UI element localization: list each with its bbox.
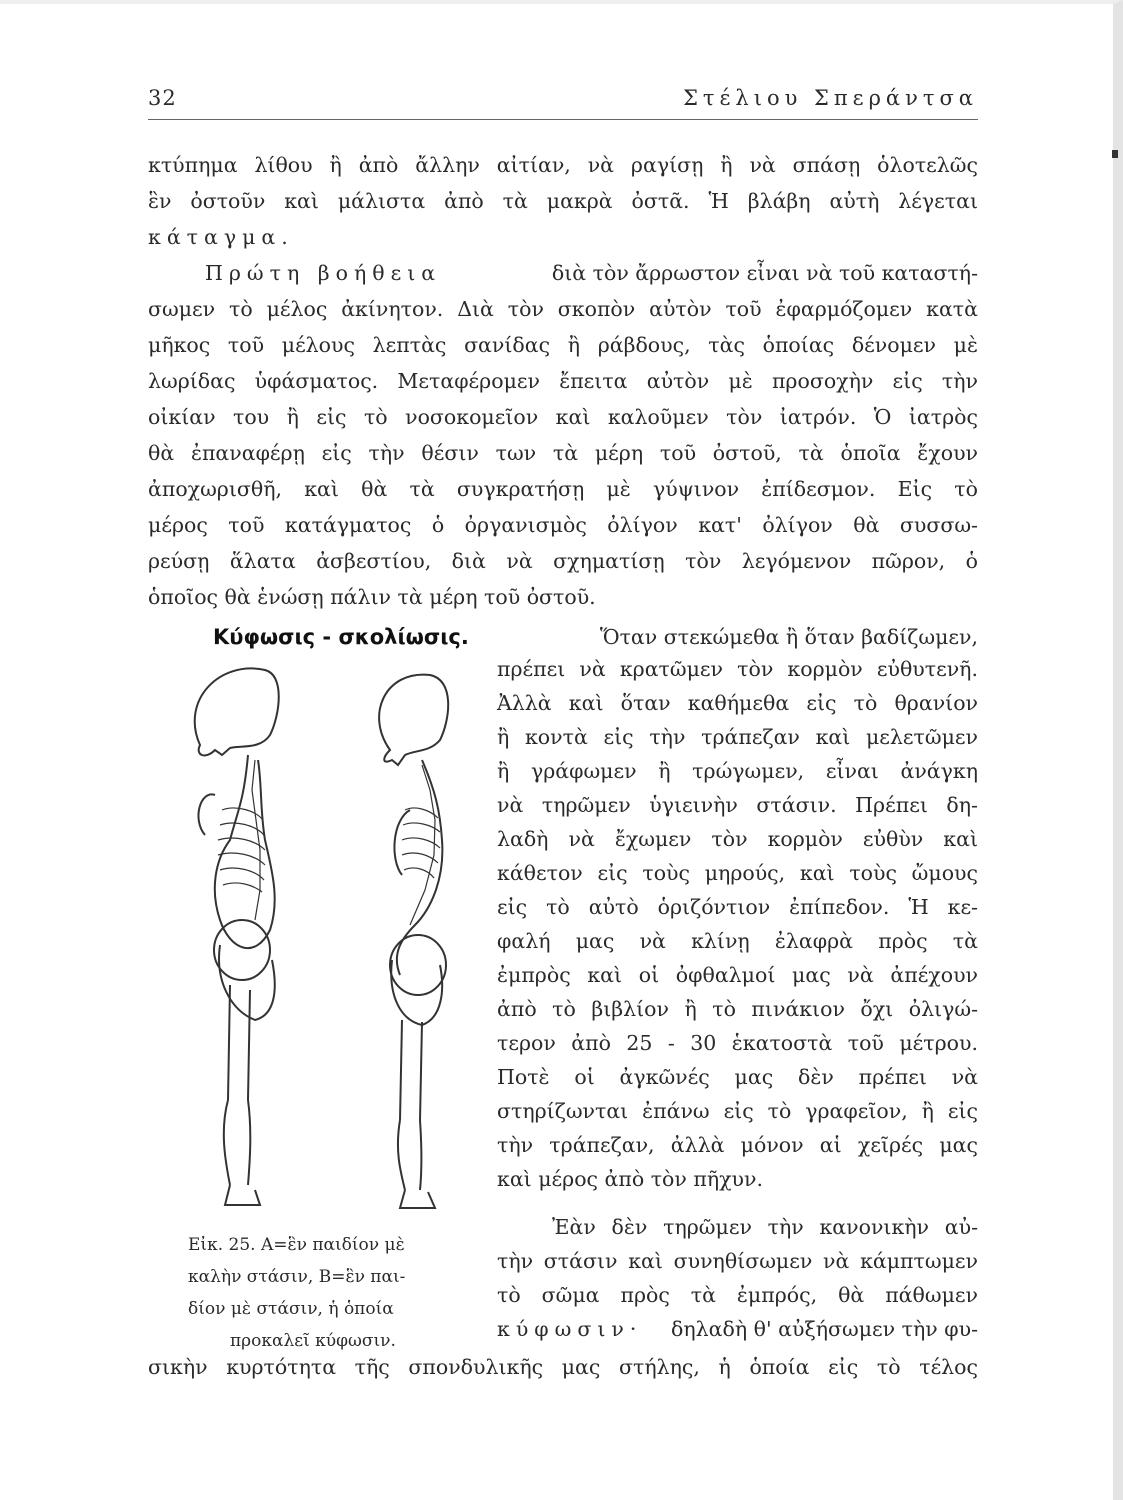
para2-line: ἀποχωρισθῆ, καὶ θὰ τὰ συγκρατήσῃ μὲ γύψινον ἐπίδεσμον. Εἰς τὸ [148, 477, 978, 501]
para4-line: τὸ σῶμα πρὸς τὰ ἐμπρός, θὰ πάθωμεν [497, 1283, 978, 1307]
section-line: φαλή μας νὰ κλίνῃ ἐλαφρὰ πρὸς τὰ [497, 929, 978, 953]
caption-line: δίον μὲ στάσιν, ἡ ὁποία [188, 1299, 394, 1319]
skeleton-illustration [160, 660, 480, 1230]
para2-line: οἰκίαν του ἢ εἰς τὸ νοσοκομεῖον καὶ καλοῦμεν τὸν ἰατρόν. Ὁ ἰατρὸς [148, 405, 978, 429]
para2-line: ρεύσῃ ἅλατα ἀσβεστίου, διὰ νὰ σχηματίσῃ τὸν λεγόμενον πῶρον, ὁ [148, 549, 978, 573]
section-line: κάθετον εἰς τοὺς μηρούς, καὶ τοὺς ὤμους [497, 861, 978, 885]
section-first-rest: Ὅταν στεκώμεθα ἢ ὅταν βαδίζωμεν, [599, 625, 978, 649]
section-line: καὶ μέρος ἀπὸ τὸν πῆχυν. [497, 1167, 763, 1191]
page-number: 32 [148, 86, 177, 110]
running-head: Στέλιου Σπεράντσα [683, 86, 978, 110]
section-line: Ἀλλὰ καὶ ὅταν καθήμεθα εἰς τὸ θρανίον [497, 691, 978, 715]
para2-line: θὰ ἐπαναφέρῃ εἰς τὴν θέσιν των τὰ μέρη τοῦ ὀστοῦ, τὰ ὁποῖα ἔχουν [148, 441, 978, 465]
section-line: ἢ γράφωμεν ἢ τρώγωμεν, εἶναι ἀνάγκη [497, 759, 978, 783]
section-first-line [213, 622, 978, 652]
para2-first-line [205, 258, 978, 288]
section-line: πρέπει νὰ κρατῶμεν τὸν κορμὸν εὐθυτενῆ. [497, 657, 978, 681]
section-line: ἐμπρὸς καὶ οἱ ὀφθαλμοί μας νὰ ἀπέχουν [497, 963, 978, 987]
section-line: στηρίζωνται ἐπάνω εἰς τὸ γραφεῖον, ἢ εἰς [497, 1099, 978, 1123]
para1-line: κάταγμα. [148, 225, 294, 249]
para1-line: ἓν ὀστοῦν καὶ μάλιστα ἀπὸ τὰ μακρὰ ὀστᾶ. Ἡ βλάβη αὐτὴ λέγεται [148, 189, 978, 213]
para2-line: ὁποῖος θὰ ἑνώσῃ πάλιν τὰ μέρη τοῦ ὀστοῦ. [148, 585, 596, 609]
figure-25 [160, 660, 480, 1230]
header-rule [148, 119, 978, 120]
para2-line: λωρίδας ὑφάσματος. Μεταφέρομεν ἔπειτα αὐτὸν μὲ προσοχὴν εἰς τὴν [148, 369, 978, 393]
final-line: σικὴν κυρτότητα τῆς σπονδυλικῆς μας στήλης, ἡ ὁποία εἰς τὸ τέλος [148, 1355, 978, 1379]
section-line: Ποτὲ οἱ ἀγκῶνές μας δὲν πρέπει νὰ [497, 1065, 978, 1089]
section-line: τὴν τράπεζαν, ἀλλὰ μόνον αἱ χεῖρές μας [497, 1133, 978, 1157]
caption-line: καλὴν στάσιν, Β=ἓν παι- [188, 1267, 406, 1287]
page-header [148, 86, 978, 120]
section-line: λαδὴ νὰ ἔχωμεν τὸν κορμὸν εὐθὺν καὶ [497, 827, 978, 851]
section-heading: Κύφωσις - σκολίωσις. [213, 625, 469, 649]
section-line: τερον ἀπὸ 25 - 30 ἑκατοστὰ τοῦ μέτρου. [497, 1031, 978, 1055]
figure-b-kyphosis [379, 675, 448, 1208]
para2-line: σωμεν τὸ μέλος ἀκίνητον. Διὰ τὸν σκοπὸν αὐτὸν τοῦ ἐφαρμόζομεν κατὰ [148, 297, 978, 321]
section-line: ἀπὸ τὸ βιβλίον ἢ τὸ πινάκιον ὄχι ὀλιγώ- [497, 997, 978, 1021]
para4-line: Ἐὰν δὲν τηρῶμεν τὴν κανονικὴν αὐ- [552, 1215, 978, 1239]
para2-first-rest: διὰ τὸν ἄρρωστον εἶναι νὰ τοῦ καταστή- [551, 261, 978, 285]
para2-line: μέρος τοῦ κατάγματος ὁ ὀργανισμὸς ὀλίγον κατ' ὀλίγον θὰ συσσω- [148, 513, 978, 537]
figure-a-good-posture [195, 668, 279, 1205]
para2-line: μῆκος τοῦ μέλους λεπτὰς σανίδας ἢ ράβδους, τὰς ὁποίας δένομεν μὲ [148, 333, 978, 357]
para4-line [497, 1314, 978, 1344]
para4-line4-rest: δηλαδὴ θ' αὐξήσωμεν τὴν φυ- [671, 1317, 978, 1341]
kyphosis-term: κύφωσιν· [497, 1317, 643, 1341]
section-line: εἰς τὸ αὐτὸ ὁριζόντιον ἐπίπεδον. Ἡ κε- [497, 895, 978, 919]
section-line: ἢ κοντὰ εἰς τὴν τράπεζαν καὶ μελετῶμεν [497, 725, 978, 749]
para1-line: κτύπημα λίθου ἢ ἀπὸ ἄλλην αἰτίαν, νὰ ραγίσῃ ἢ νὰ σπάσῃ ὁλοτελῶς [148, 153, 978, 177]
scan-mark [1112, 150, 1118, 158]
para4-line: τὴν στάσιν καὶ συνηθίσωμεν νὰ κάμπτωμεν [497, 1249, 978, 1273]
caption-line: προκαλεῖ κύφωσιν. [230, 1331, 396, 1351]
section-line: νὰ τηρῶμεν ὑγιεινὴν στάσιν. Πρέπει δη- [497, 793, 978, 817]
first-aid-term: Πρώτη βοήθεια [205, 261, 442, 285]
caption-line: Εἰκ. 25. Α=ἓν παιδίον μὲ [188, 1235, 405, 1255]
